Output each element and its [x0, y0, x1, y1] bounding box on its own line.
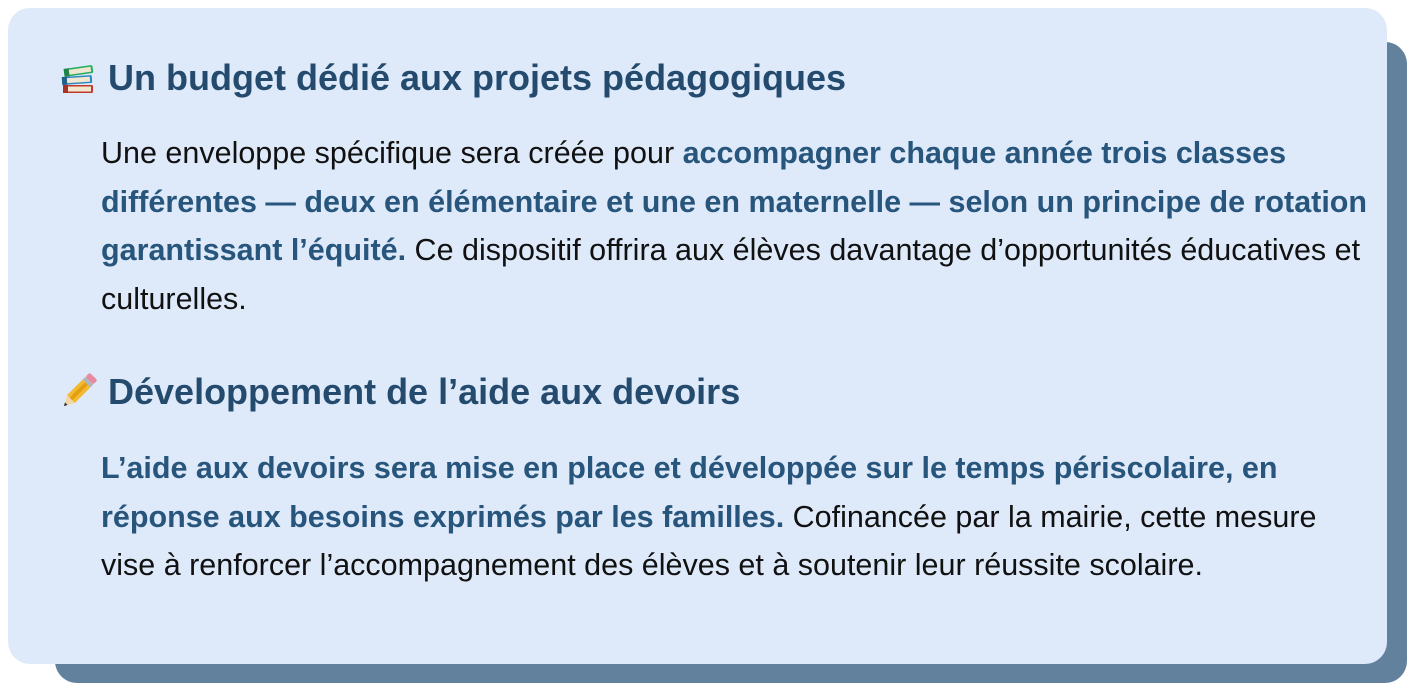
- section-title: Un budget dédié aux projets pédagogiques: [108, 57, 847, 98]
- paragraph-text: Cofinancée par la mairie, cette mesure vise à renforcer l’accompagnement des élèves et à soutenir leur réussite scolaire.: [101, 499, 1317, 582]
- info-card: [8, 8, 1387, 664]
- paragraph-highlight: L’aide aux devoirs sera mise en place et développée sur le temps périscolaire, en réponse aux besoins exprimés par les familles.: [101, 451, 1278, 534]
- section-paragraph-homework: [101, 444, 1371, 590]
- section-heading-homework: [58, 370, 740, 414]
- paragraph-highlight: accompagner chaque année trois classes différentes — deux en élémentaire et une en maternelle — selon un principe de rotation garantissant l’équité.: [101, 136, 1368, 267]
- section-paragraph-budget: [101, 129, 1371, 323]
- paragraph-text: Une enveloppe spécifique sera créée pour: [101, 136, 683, 170]
- paragraph-text: Ce dispositif offrira aux élèves davantage d’opportunités éducatives et culturelles.: [101, 233, 1361, 316]
- books-icon: [58, 58, 98, 98]
- pencil-icon: [58, 372, 98, 412]
- section-title: Développement de l’aide aux devoirs: [108, 371, 741, 412]
- section-heading-budget: [58, 56, 846, 100]
